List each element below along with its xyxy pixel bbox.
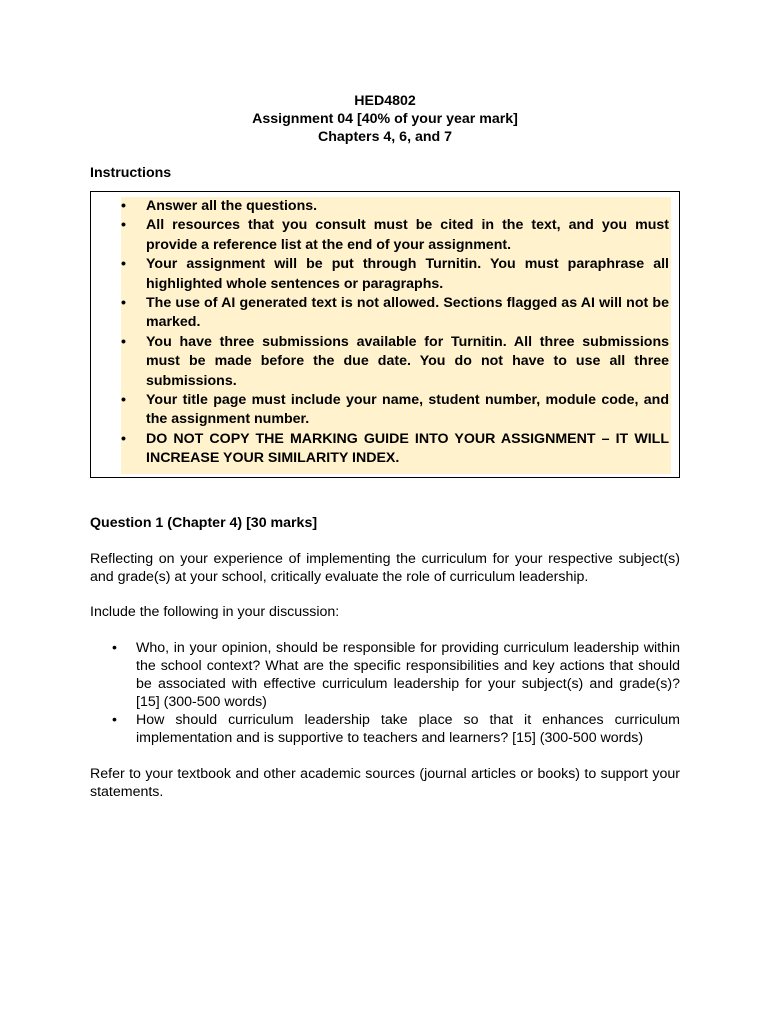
document-page [90,92,680,801]
instruction-text: All resources that you consult must be cited in the text, and you must provide a reference list at the end of your assignment. [146,217,669,253]
bullet-icon: • [121,430,126,447]
instruction-text: The use of AI generated text is not allowed. Sections flagged as AI will not be marked. [146,295,669,331]
instruction-item [121,391,669,430]
question-1-intro: Reflecting on your experience of implementing the curriculum for your respective subject(s) and grade(s) at your school, critically evaluate the role of curriculum leadership. [90,550,680,585]
question-point [90,711,680,747]
assignment-title: Assignment 04 [40% of your year mark] [252,111,518,127]
instructions-heading: Instructions [90,165,172,181]
question-point-text: Who, in your opinion, should be responsible for providing curriculum leadership within the school context? What are the specific responsibilities and key actions that should be associated with effective curriculum leadership for your subject(s) and grade(s)? [15] (300-500 words) [136,639,680,710]
bullet-icon: • [121,217,126,234]
question-1-title: Question 1 (Chapter 4) [30 marks] [90,514,318,531]
instruction-item [121,216,669,255]
question-1-include-line: Include the following in your discussion: [90,603,340,620]
instruction-text: Your title page must include your name, student number, module code, and the assignment number. [146,392,669,428]
instruction-text: You have three submissions available for Turnitin. All three submissions must be made before the due date. You do not have to use all three submissions. [146,333,669,389]
question-point-text: How should curriculum leadership take place so that it enhances curriculum implementation and is supportive to teachers and learners? [15] (300-500 words) [136,711,680,746]
bullet-icon: • [121,256,126,273]
instructions-list [121,197,671,474]
instruction-item [121,197,669,216]
instruction-item [121,255,669,294]
instruction-text: DO NOT COPY THE MARKING GUIDE INTO YOUR ASSIGNMENT – IT WILL INCREASE YOUR SIMILARITY INDEX. [146,430,669,467]
instruction-item [121,294,669,333]
instruction-item [121,333,669,391]
course-code: HED4802 [354,93,416,109]
bullet-icon: • [112,711,117,728]
bullet-icon: • [121,333,126,350]
bullet-icon: • [112,639,117,656]
document-heading [90,92,680,146]
bullet-icon: • [121,392,126,409]
question-point [90,639,680,711]
bullet-icon: • [121,198,126,214]
instructions-box [90,191,680,478]
bullet-icon: • [121,295,126,312]
question-1-points [90,639,680,747]
instruction-text: Answer all the questions. [146,198,318,214]
chapters-line: Chapters 4, 6, and 7 [317,129,453,145]
question-1-closing: Refer to your textbook and other academic sources (journal articles or books) to support your statements. [90,765,680,800]
instruction-item [121,430,669,474]
instruction-text: Your assignment will be put through Turnitin. You must paraphrase all highlighted whole sentences or paragraphs. [146,256,669,292]
